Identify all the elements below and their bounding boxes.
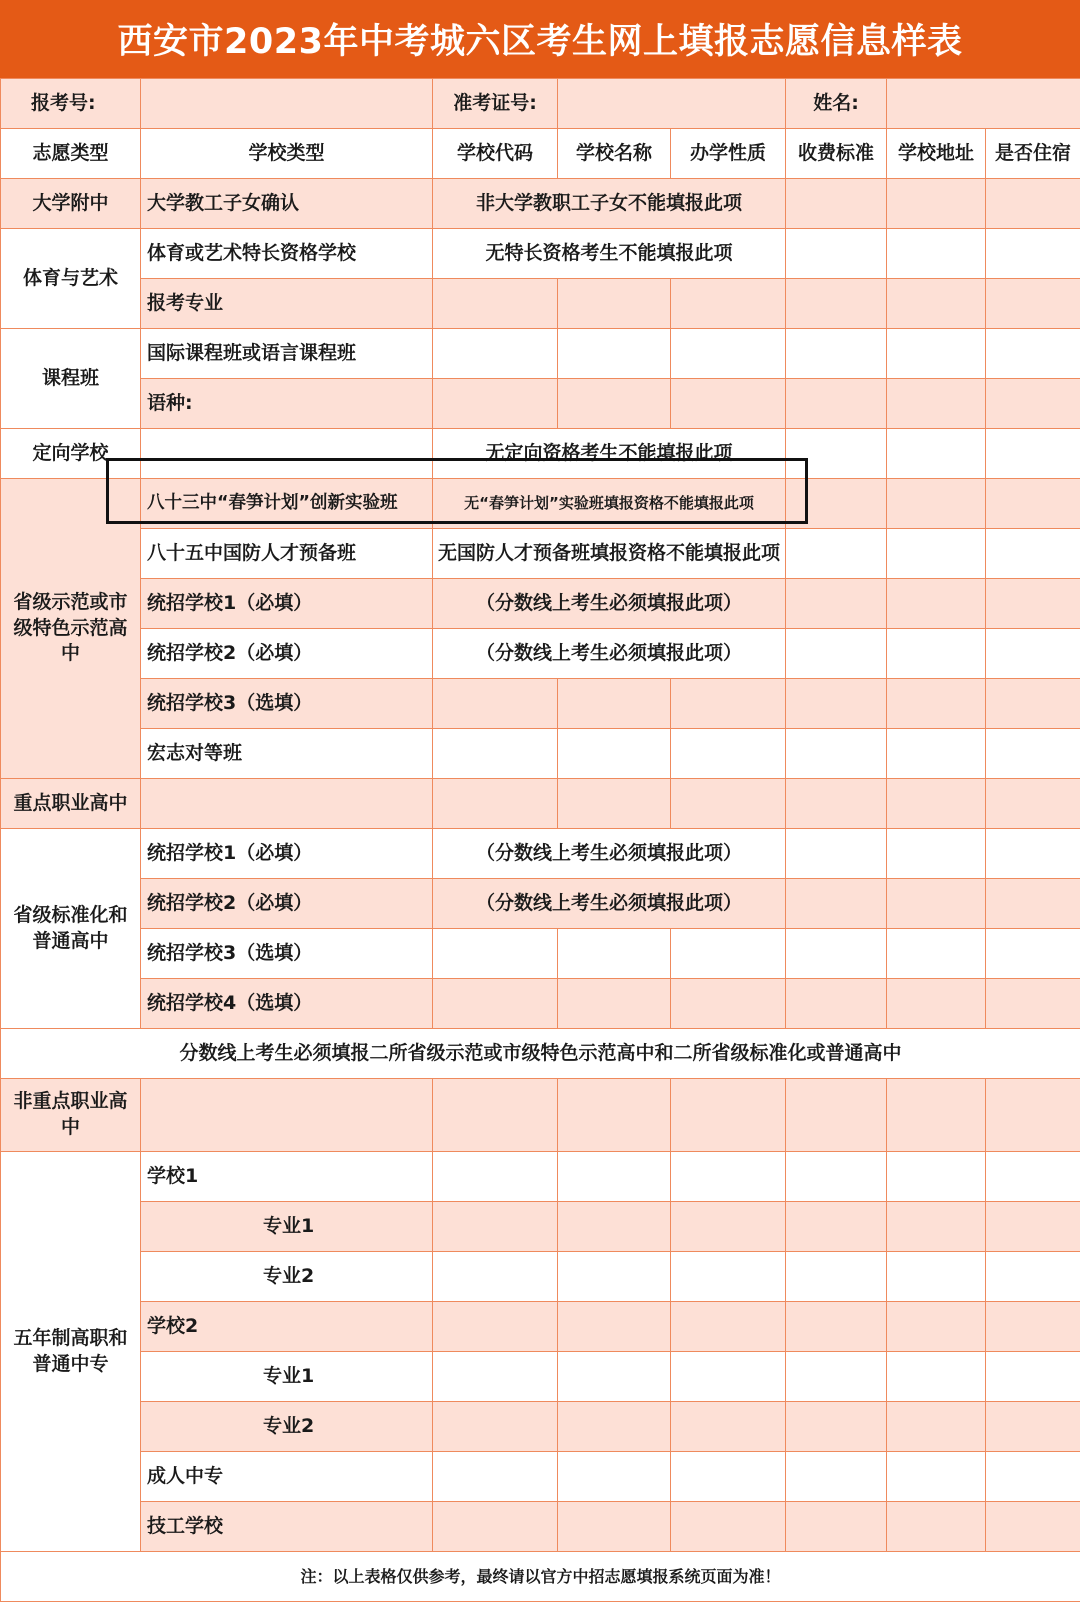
- school-name-cell[interactable]: [558, 1502, 671, 1552]
- boarding-cell[interactable]: [986, 529, 1080, 579]
- code-cell[interactable]: [433, 329, 558, 379]
- code-cell[interactable]: [433, 1152, 558, 1202]
- nature-cell[interactable]: [671, 1202, 786, 1252]
- category-cell: 体育与艺术: [1, 229, 141, 329]
- school-type-cell: 统招学校2（必填）: [141, 879, 433, 929]
- school-type-cell: 统招学校1（必填）: [141, 579, 433, 629]
- address-cell[interactable]: [887, 929, 986, 979]
- fee-cell[interactable]: [786, 1202, 887, 1252]
- boarding-cell[interactable]: [986, 329, 1080, 379]
- nature-cell[interactable]: [671, 329, 786, 379]
- fee-cell[interactable]: [786, 779, 887, 829]
- header-cell: 办学性质: [671, 129, 786, 179]
- school-name-cell[interactable]: [558, 679, 671, 729]
- address-cell[interactable]: [887, 579, 986, 629]
- name-label: 姓名:: [786, 79, 887, 129]
- name-field[interactable]: [887, 79, 1080, 129]
- category-cell: 省级示范或市级特色示范高中: [1, 479, 141, 779]
- nature-cell[interactable]: [671, 779, 786, 829]
- table-row: [1, 979, 1080, 1029]
- boarding-cell[interactable]: [986, 879, 1080, 929]
- boarding-cell[interactable]: [986, 1079, 1080, 1152]
- table-row: [1, 1502, 1080, 1552]
- address-cell[interactable]: [887, 1079, 986, 1152]
- school-type-cell: [141, 779, 433, 829]
- school-type-cell: 宏志对等班: [141, 729, 433, 779]
- application-form-table: [0, 78, 1080, 1602]
- code-cell[interactable]: [433, 279, 558, 329]
- address-cell[interactable]: [887, 779, 986, 829]
- header-cell: 学校代码: [433, 129, 558, 179]
- school-type-cell: 大学教工子女确认: [141, 179, 433, 229]
- note-cell: 非大学教职工子女不能填报此项: [433, 179, 786, 229]
- boarding-cell[interactable]: [986, 829, 1080, 879]
- table-row: [1, 179, 1080, 229]
- fee-cell[interactable]: [786, 429, 887, 479]
- boarding-cell[interactable]: [986, 729, 1080, 779]
- nature-cell[interactable]: [671, 379, 786, 429]
- table-row: [1, 629, 1080, 679]
- header-cell: 学校类型: [141, 129, 433, 179]
- boarding-cell[interactable]: [986, 379, 1080, 429]
- category-cell: 五年制高职和普通中专: [1, 1152, 141, 1552]
- fee-cell[interactable]: [786, 529, 887, 579]
- school-name-cell[interactable]: [558, 1202, 671, 1252]
- school-type-cell: 报考专业: [141, 279, 433, 329]
- address-cell[interactable]: [887, 279, 986, 329]
- header-cell: 志愿类型: [1, 129, 141, 179]
- code-cell[interactable]: [433, 1352, 558, 1402]
- table-row: [1, 679, 1080, 729]
- code-cell[interactable]: [433, 679, 558, 729]
- fee-cell[interactable]: [786, 329, 887, 379]
- boarding-cell[interactable]: [986, 1452, 1080, 1502]
- address-cell[interactable]: [887, 379, 986, 429]
- table-row: [1, 279, 1080, 329]
- code-cell[interactable]: [433, 379, 558, 429]
- table-row: [1, 779, 1080, 829]
- school-name-cell[interactable]: [558, 1352, 671, 1402]
- school-type-cell: 语种:: [141, 379, 433, 429]
- code-cell[interactable]: [433, 1079, 558, 1152]
- table-row: [1, 229, 1080, 279]
- fee-cell[interactable]: [786, 1452, 887, 1502]
- table-row: [1, 879, 1080, 929]
- address-cell[interactable]: [887, 179, 986, 229]
- nature-cell[interactable]: [671, 1302, 786, 1352]
- school-type-cell: 八十五中国防人才预备班: [141, 529, 433, 579]
- nature-cell[interactable]: [671, 979, 786, 1029]
- school-type-cell: 体育或艺术特长资格学校: [141, 229, 433, 279]
- admission-number-label: 准考证号:: [433, 79, 558, 129]
- boarding-cell[interactable]: [986, 779, 1080, 829]
- fee-cell[interactable]: [786, 1402, 887, 1452]
- fee-cell[interactable]: [786, 729, 887, 779]
- fee-cell[interactable]: [786, 679, 887, 729]
- school-name-cell[interactable]: [558, 279, 671, 329]
- note-cell: （分数线上考生必须填报此项）: [433, 629, 786, 679]
- school-type-cell: 统招学校4（选填）: [141, 979, 433, 1029]
- category-cell: 课程班: [1, 329, 141, 429]
- table-row: [1, 379, 1080, 429]
- school-name-cell[interactable]: [558, 329, 671, 379]
- school-name-cell[interactable]: [558, 1452, 671, 1502]
- note-cell: （分数线上考生必须填报此项）: [433, 579, 786, 629]
- table-row: [1, 729, 1080, 779]
- nature-cell[interactable]: [671, 1252, 786, 1302]
- address-cell[interactable]: [887, 1152, 986, 1202]
- address-cell[interactable]: [887, 1502, 986, 1552]
- table-row: [1, 1079, 1080, 1152]
- school-name-cell[interactable]: [558, 1152, 671, 1202]
- boarding-cell[interactable]: [986, 1302, 1080, 1352]
- address-cell[interactable]: [887, 729, 986, 779]
- address-cell[interactable]: [887, 1452, 986, 1502]
- school-type-cell: 八十三中“春笋计划”创新实验班: [141, 479, 433, 529]
- school-name-cell[interactable]: [558, 979, 671, 1029]
- school-type-cell: 技工学校: [141, 1502, 433, 1552]
- page-title: 西安市2023年中考城六区考生网上填报志愿信息样表: [0, 0, 1080, 78]
- fee-cell[interactable]: [786, 579, 887, 629]
- school-type-cell: 学校1: [141, 1152, 433, 1202]
- nature-cell[interactable]: [671, 1452, 786, 1502]
- note-cell: 无国防人才预备班填报资格不能填报此项: [433, 529, 786, 579]
- fee-cell[interactable]: [786, 979, 887, 1029]
- note-cell: （分数线上考生必须填报此项）: [433, 879, 786, 929]
- major-cell: 专业1: [141, 1352, 433, 1402]
- school-type-cell: 国际课程班或语言课程班: [141, 329, 433, 379]
- address-cell[interactable]: [887, 629, 986, 679]
- exam-number-field[interactable]: [141, 79, 433, 129]
- category-cell: 非重点职业高中: [1, 1079, 141, 1152]
- table-row: [1, 829, 1080, 879]
- address-cell[interactable]: [887, 479, 986, 529]
- boarding-cell[interactable]: [986, 429, 1080, 479]
- code-cell[interactable]: [433, 1302, 558, 1352]
- header-cell: 学校地址: [887, 129, 986, 179]
- address-cell[interactable]: [887, 1352, 986, 1402]
- boarding-cell[interactable]: [986, 179, 1080, 229]
- note-cell: （分数线上考生必须填报此项）: [433, 829, 786, 879]
- school-name-cell[interactable]: [558, 779, 671, 829]
- fee-cell[interactable]: [786, 629, 887, 679]
- address-cell[interactable]: [887, 329, 986, 379]
- table-row: [1, 579, 1080, 629]
- address-cell[interactable]: [887, 1202, 986, 1252]
- address-cell[interactable]: [887, 1252, 986, 1302]
- fee-cell[interactable]: [786, 829, 887, 879]
- table-row: [1, 1029, 1080, 1079]
- major-cell: 专业2: [141, 1252, 433, 1302]
- table-row: [1, 929, 1080, 979]
- table-row: [1, 329, 1080, 379]
- nature-cell[interactable]: [671, 729, 786, 779]
- note-cell: 无“春笋计划”实验班填报资格不能填报此项: [433, 479, 786, 529]
- school-name-cell[interactable]: [558, 379, 671, 429]
- nature-cell[interactable]: [671, 279, 786, 329]
- school-name-cell[interactable]: [558, 1079, 671, 1152]
- requirement-note: 分数线上考生必须填报二所省级示范或市级特色示范高中和二所省级标准化或普通高中: [1, 1029, 1080, 1079]
- code-cell[interactable]: [433, 1252, 558, 1302]
- school-name-cell[interactable]: [558, 1302, 671, 1352]
- school-type-cell: [141, 1079, 433, 1152]
- code-cell[interactable]: [433, 1452, 558, 1502]
- table-row: [1, 1352, 1080, 1402]
- admission-number-field[interactable]: [558, 79, 786, 129]
- code-cell[interactable]: [433, 979, 558, 1029]
- boarding-cell[interactable]: [986, 979, 1080, 1029]
- address-cell[interactable]: [887, 829, 986, 879]
- school-name-cell[interactable]: [558, 1402, 671, 1452]
- table-row: [1, 429, 1080, 479]
- address-cell[interactable]: [887, 529, 986, 579]
- table-row: [1, 1402, 1080, 1452]
- table-row: [1, 1552, 1080, 1602]
- school-type-cell: 成人中专: [141, 1452, 433, 1502]
- school-type-cell: 统招学校1（必填）: [141, 829, 433, 879]
- header-row: [1, 129, 1080, 179]
- boarding-cell[interactable]: [986, 679, 1080, 729]
- fee-cell[interactable]: [786, 1352, 887, 1402]
- fee-cell[interactable]: [786, 229, 887, 279]
- nature-cell[interactable]: [671, 1079, 786, 1152]
- fee-cell[interactable]: [786, 179, 887, 229]
- school-type-cell: 统招学校3（选填）: [141, 679, 433, 729]
- address-cell[interactable]: [887, 979, 986, 1029]
- table-row: [1, 1202, 1080, 1252]
- table-row: [1, 1152, 1080, 1202]
- boarding-cell[interactable]: [986, 279, 1080, 329]
- code-cell[interactable]: [433, 929, 558, 979]
- address-cell[interactable]: [887, 1302, 986, 1352]
- nature-cell[interactable]: [671, 1152, 786, 1202]
- boarding-cell[interactable]: [986, 1202, 1080, 1252]
- fee-cell[interactable]: [786, 1302, 887, 1352]
- note-cell: 无特长资格考生不能填报此项: [433, 229, 786, 279]
- boarding-cell[interactable]: [986, 579, 1080, 629]
- exam-number-label: 报考号:: [1, 79, 141, 129]
- fee-cell[interactable]: [786, 379, 887, 429]
- category-cell: 省级标准化和普通高中: [1, 829, 141, 1029]
- school-name-cell[interactable]: [558, 929, 671, 979]
- major-cell: 专业1: [141, 1202, 433, 1252]
- header-cell: 学校名称: [558, 129, 671, 179]
- boarding-cell[interactable]: [986, 629, 1080, 679]
- address-cell[interactable]: [887, 879, 986, 929]
- address-cell[interactable]: [887, 1402, 986, 1452]
- boarding-cell[interactable]: [986, 1402, 1080, 1452]
- school-type-cell: [141, 429, 433, 479]
- header-cell: 收费标准: [786, 129, 887, 179]
- school-type-cell: 学校2: [141, 1302, 433, 1352]
- nature-cell[interactable]: [671, 679, 786, 729]
- boarding-cell[interactable]: [986, 229, 1080, 279]
- nature-cell[interactable]: [671, 929, 786, 979]
- fee-cell[interactable]: [786, 1079, 887, 1152]
- school-type-cell: 统招学校3（选填）: [141, 929, 433, 979]
- note-cell: 无定向资格考生不能填报此项: [433, 429, 786, 479]
- table-row: [1, 529, 1080, 579]
- major-cell: 专业2: [141, 1402, 433, 1452]
- category-cell: 大学附中: [1, 179, 141, 229]
- fee-cell[interactable]: [786, 1502, 887, 1552]
- nature-cell[interactable]: [671, 1402, 786, 1452]
- fee-cell[interactable]: [786, 879, 887, 929]
- category-cell: 重点职业高中: [1, 779, 141, 829]
- fee-cell[interactable]: [786, 929, 887, 979]
- fee-cell[interactable]: [786, 479, 887, 529]
- table-row: [1, 1302, 1080, 1352]
- school-type-cell: 统招学校2（必填）: [141, 629, 433, 679]
- boarding-cell[interactable]: [986, 479, 1080, 529]
- fee-cell[interactable]: [786, 1252, 887, 1302]
- address-cell[interactable]: [887, 429, 986, 479]
- fee-cell[interactable]: [786, 1152, 887, 1202]
- boarding-cell[interactable]: [986, 929, 1080, 979]
- school-name-cell[interactable]: [558, 729, 671, 779]
- nature-cell[interactable]: [671, 1352, 786, 1402]
- info-row: [1, 79, 1080, 129]
- code-cell[interactable]: [433, 1502, 558, 1552]
- code-cell[interactable]: [433, 1202, 558, 1252]
- boarding-cell[interactable]: [986, 1152, 1080, 1202]
- address-cell[interactable]: [887, 229, 986, 279]
- footer-note: 注：以上表格仅供参考，最终请以官方中招志愿填报系统页面为准！: [1, 1552, 1080, 1602]
- header-cell: 是否住宿: [986, 129, 1080, 179]
- boarding-cell[interactable]: [986, 1502, 1080, 1552]
- category-cell: 定向学校: [1, 429, 141, 479]
- school-name-cell[interactable]: [558, 1252, 671, 1302]
- code-cell[interactable]: [433, 1402, 558, 1452]
- table-row: [1, 479, 1080, 529]
- code-cell[interactable]: [433, 729, 558, 779]
- table-row: [1, 1252, 1080, 1302]
- fee-cell[interactable]: [786, 279, 887, 329]
- boarding-cell[interactable]: [986, 1352, 1080, 1402]
- boarding-cell[interactable]: [986, 1252, 1080, 1302]
- table-row: [1, 1452, 1080, 1502]
- nature-cell[interactable]: [671, 1502, 786, 1552]
- address-cell[interactable]: [887, 679, 986, 729]
- code-cell[interactable]: [433, 779, 558, 829]
